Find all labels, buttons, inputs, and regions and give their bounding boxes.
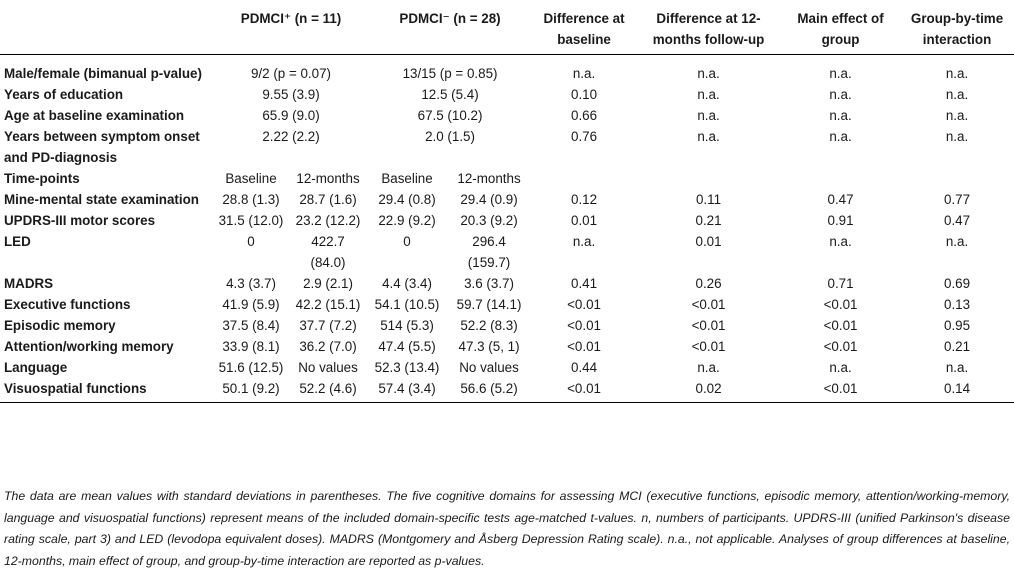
cell-g1-12months: 422.7 (84.0) — [310, 234, 346, 270]
row-label: Visuospatial functions — [0, 378, 214, 403]
cell-diff-12months: 0.11 — [695, 192, 722, 207]
cell-group2: 12.5 (5.4) — [421, 87, 479, 102]
cell-g2-baseline: 57.4 (3.4) — [368, 378, 446, 403]
cell-interaction: n.a. — [945, 66, 969, 81]
row-label: LED — [4, 234, 31, 249]
table-row — [0, 336, 1014, 357]
cell-g1-baseline: 31.5 (12.0) — [218, 213, 284, 228]
cell-g2-12months: 47.3 (5, 1) — [458, 339, 520, 354]
cell-g1-12months: 2.9 (2.1) — [303, 276, 353, 291]
cell-interaction: 0.47 — [944, 213, 971, 228]
cell-main-effect: <0.01 — [823, 297, 858, 312]
cell-interaction: 0.77 — [944, 192, 971, 207]
cell-diff-12months: <0.01 — [691, 318, 726, 333]
cell-diff-12months: n.a. — [697, 66, 720, 81]
cell-g1-baseline: 37.5 (8.4) — [222, 318, 280, 333]
cell-interaction: 0.95 — [944, 318, 971, 333]
table-footnote: The data are mean values with standard deviations in parentheses. The five cognitive domains for assessing MCI (executive functions, episodic memory, attention/working-memory, language and visuospatial functions) represent means of the included domain-specific tests age-matched t-values. n, numbers of participants. UPDRS-III (unified Parkinson's disease rating scale, part 3) and LED (levodopa equivalent doses). MADRS (Montgomery and Åsberg Depression Rating scale). n.a., not applicable. Analyses of group differences at baseline, 12-months, main effect of group, and group-by-time interaction are reported as p-values. — [4, 489, 1010, 568]
row-label: Mine-mental state examination — [4, 192, 199, 207]
row-label: Years of education — [4, 87, 124, 102]
cell-g1-12months: 37.7 (7.2) — [299, 318, 357, 333]
cell-g1-baseline: 33.9 (8.1) — [222, 339, 280, 354]
timepoint-label: 12-months — [457, 171, 521, 186]
row-label: MADRS — [4, 276, 54, 291]
cell-diff-baseline: <0.01 — [567, 339, 601, 354]
cell-diff-12months: n.a. — [697, 129, 720, 144]
cell-g2-baseline: 52.3 (13.4) — [374, 360, 440, 375]
cell-main-effect: n.a. — [829, 234, 852, 249]
cell-g2-baseline: 514 (5.3) — [380, 318, 434, 333]
cell-diff-baseline: 0.12 — [571, 192, 598, 207]
cell-diff-baseline: <0.01 — [567, 297, 601, 312]
cell-group1: 65.9 (9.0) — [262, 108, 320, 123]
row-label: Male/female (bimanual p-value) — [4, 66, 202, 81]
cell-diff-12months: 0.01 — [695, 234, 722, 249]
cell-main-effect: 0.71 — [827, 276, 854, 291]
cell-g1-baseline: 0 — [247, 234, 255, 249]
cell-main-effect: <0.01 — [781, 378, 900, 403]
timepoints-row — [0, 168, 1014, 189]
header-diff-12months: Difference at 12-months follow-up — [636, 0, 781, 55]
row-label: Attention/working memory — [4, 339, 174, 354]
cell-g1-12months: 28.7 (1.6) — [299, 192, 357, 207]
cell-g2-12months: 3.6 (3.7) — [464, 276, 514, 291]
cell-diff-12months: <0.01 — [691, 339, 726, 354]
row-label: Episodic memory — [4, 318, 116, 333]
cell-group1: 9.55 (3.9) — [262, 87, 320, 102]
cell-g2-baseline: 54.1 (10.5) — [374, 297, 440, 312]
cell-main-effect: n.a. — [829, 129, 852, 144]
header-row — [0, 0, 1014, 55]
cell-diff-baseline: 0.66 — [571, 108, 598, 123]
cell-main-effect: 0.91 — [827, 213, 854, 228]
row-label: Executive functions — [4, 297, 131, 312]
cell-interaction: n.a. — [945, 87, 969, 102]
table-row — [0, 55, 1014, 85]
row-label: Time-points — [4, 171, 80, 186]
cell-diff-baseline: 0.01 — [571, 213, 598, 228]
table-row — [0, 378, 1014, 403]
table-row — [0, 84, 1014, 105]
table-row — [0, 315, 1014, 336]
cell-interaction: n.a. — [945, 108, 969, 123]
table-row — [0, 273, 1014, 294]
cell-g1-baseline: 28.8 (1.3) — [222, 192, 280, 207]
cell-g2-12months: 56.6 (5.2) — [446, 378, 532, 403]
cell-g1-12months: No values — [298, 360, 358, 375]
cell-diff-baseline: 0.44 — [571, 360, 598, 375]
cell-group1: 9/2 (p = 0.07) — [250, 66, 332, 81]
cell-main-effect: n.a. — [829, 108, 852, 123]
cell-diff-12months: n.a. — [697, 108, 720, 123]
cell-group2: 2.0 (1.5) — [425, 129, 475, 144]
cell-g2-baseline: 0 — [403, 234, 411, 249]
cell-interaction: n.a. — [945, 129, 969, 144]
cell-g2-baseline: 29.4 (0.8) — [378, 192, 436, 207]
header-stub — [0, 0, 214, 55]
header-pdmci-negative: PDMCI⁻ (n = 28) — [368, 0, 532, 55]
cell-interaction: 0.14 — [900, 378, 1014, 403]
row-label: Language — [4, 360, 68, 375]
cell-diff-12months: 0.21 — [695, 213, 722, 228]
row-label: UPDRS-III motor scores — [4, 213, 156, 228]
cell-g1-12months: 42.2 (15.1) — [295, 297, 361, 312]
cell-diff-baseline: 0.10 — [571, 87, 598, 102]
cell-interaction: n.a. — [945, 234, 969, 249]
cell-diff-baseline: <0.01 — [532, 378, 636, 403]
cell-g1-12months: 23.2 (12.2) — [295, 213, 361, 228]
cell-diff-12months: 0.26 — [695, 276, 722, 291]
cell-g1-baseline: 41.9 (5.9) — [222, 297, 280, 312]
table-row — [0, 357, 1014, 378]
cell-main-effect: <0.01 — [823, 339, 858, 354]
cell-g2-12months: 52.2 (8.3) — [460, 318, 518, 333]
cell-diff-baseline: n.a. — [572, 234, 596, 249]
header-diff-baseline: Difference at baseline — [532, 0, 636, 55]
timepoint-label: 12-months — [296, 171, 360, 186]
cell-diff-12months: <0.01 — [691, 297, 726, 312]
cell-g2-baseline: 4.4 (3.4) — [382, 276, 432, 291]
table-row — [0, 126, 1014, 168]
cell-interaction: 0.21 — [944, 339, 971, 354]
table-row — [0, 105, 1014, 126]
table-row — [0, 231, 1014, 273]
cell-interaction: 0.69 — [944, 276, 971, 291]
cell-g2-12months: 296.4 (159.7) — [467, 234, 511, 270]
cell-group2: 13/15 (p = 0.85) — [402, 66, 498, 81]
cell-g2-12months: 29.4 (0.9) — [460, 192, 518, 207]
table-row — [0, 210, 1014, 231]
cell-diff-baseline: <0.01 — [567, 318, 601, 333]
cell-diff-baseline: 0.76 — [571, 129, 598, 144]
cell-diff-baseline: 0.41 — [571, 276, 598, 291]
cell-main-effect: n.a. — [829, 66, 852, 81]
header-main-effect: Main effect of group — [781, 0, 900, 55]
cell-g2-baseline: 22.9 (9.2) — [378, 213, 436, 228]
cell-group2: 67.5 (10.2) — [417, 108, 483, 123]
cell-g2-12months: 20.3 (9.2) — [460, 213, 518, 228]
cell-g2-12months: 59.7 (14.1) — [456, 297, 522, 312]
cell-diff-12months: n.a. — [697, 87, 720, 102]
cell-g1-baseline: 50.1 (9.2) — [214, 378, 288, 403]
table-row — [0, 189, 1014, 210]
row-label: Years between symptom onset and PD-diagnosis — [4, 129, 200, 165]
table-row — [0, 294, 1014, 315]
cell-main-effect: <0.01 — [823, 318, 858, 333]
cell-diff-12months: n.a. — [697, 360, 720, 375]
timepoint-label: Baseline — [225, 171, 277, 186]
header-interaction: Group-by-time interaction — [900, 0, 1014, 55]
cell-main-effect: n.a. — [829, 87, 852, 102]
cell-g2-baseline: 47.4 (5.5) — [378, 339, 436, 354]
row-label: Age at baseline examination — [4, 108, 185, 123]
cell-g1-12months: 52.2 (4.6) — [288, 378, 368, 403]
cell-group1: 2.22 (2.2) — [262, 129, 320, 144]
cell-interaction: n.a. — [945, 360, 969, 375]
cell-interaction: 0.13 — [944, 297, 971, 312]
cell-diff-12months: 0.02 — [636, 378, 781, 403]
cell-g1-12months: 36.2 (7.0) — [299, 339, 357, 354]
timepoint-label: Baseline — [381, 171, 433, 186]
cell-main-effect: 0.47 — [827, 192, 854, 207]
header-pdmci-positive: PDMCI⁺ (n = 11) — [214, 0, 368, 55]
cell-g2-12months: No values — [459, 360, 519, 375]
cell-g1-baseline: 4.3 (3.7) — [226, 276, 276, 291]
cell-g1-baseline: 51.6 (12.5) — [218, 360, 284, 375]
cell-diff-baseline: n.a. — [572, 66, 596, 81]
cell-main-effect: n.a. — [829, 360, 852, 375]
